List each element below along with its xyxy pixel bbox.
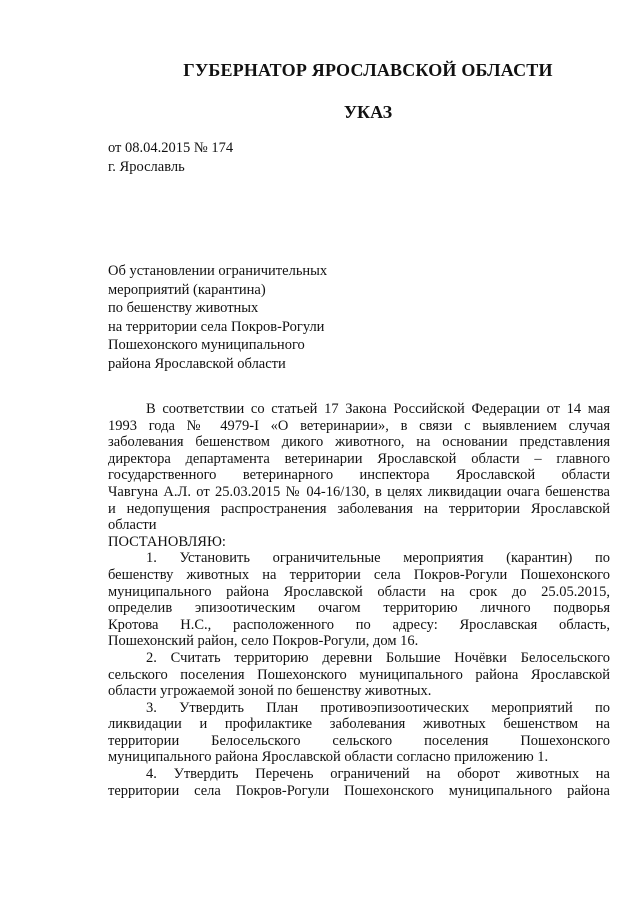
preamble-line: заболевания бешенством дикого животного, на основании представления [108, 434, 610, 451]
item-line: сельского поселения Пошехонского муниципального района Ярославской [108, 666, 610, 683]
item-line: муниципального района Ярославской области на срок до 25.05.2015, [108, 583, 610, 600]
date-and-number: от 08.04.2015 № 174 [108, 140, 234, 156]
document-subject [108, 262, 327, 373]
subject-line: Пошехонского муниципального [108, 337, 305, 353]
decree-operative-word: ПОСТАНОВЛЯЮ: [108, 533, 226, 550]
item-line: бешенству животных на территории села Покров-Рогули Пошехонского [108, 566, 610, 583]
document-body [108, 401, 610, 799]
item-line: ликвидации и профилактике заболевания животных бешенством на [108, 716, 610, 733]
item-line: территории села Покров-Рогули Пошехонского муниципального района [108, 782, 610, 799]
subject-line: мероприятий (карантина) [108, 281, 266, 298]
item-line: территории Белосельского сельского поселения Пошехонского [108, 732, 610, 749]
subject-line: района Ярославской области [108, 355, 286, 372]
item-line: определив эпизоотическим очагом территорию личного подворья [108, 600, 610, 617]
preamble-line: В соответствии со статьей 17 Закона Российской Федерации от 14 мая [146, 401, 610, 417]
item-line: области угрожаемой зоной по бешенству животных. [108, 683, 432, 700]
subject-line: на территории села Покров-Рогули [108, 318, 325, 335]
item-line: муниципального района Ярославской области согласно приложению 1. [108, 749, 549, 766]
preamble-line: Чавгуна А.Л. от 25.03.2015 № 04-16/130, в целях ликвидации очага бешенства [108, 483, 610, 500]
decree-item-4 [108, 766, 610, 799]
decree-item-1 [108, 550, 610, 650]
item-line: Кротова Н.С., расположенного по адресу: Ярославская область, [108, 616, 610, 633]
decree-item-3 [108, 700, 610, 766]
item-line: 2. Считать территорию деревни Большие Ночёвки Белосельского [146, 649, 610, 666]
city-of-issue: г. Ярославль [108, 159, 185, 175]
issuing-authority-heading: ГУБЕРНАТОР ЯРОСЛАВСКОЙ ОБЛАСТИ [183, 60, 553, 80]
subject-line: по бешенству животных [108, 300, 259, 316]
item-line: 3. Утвердить План противоэпизоотических мероприятий по [146, 699, 610, 716]
document-meta [108, 139, 233, 177]
preamble-line: директора департамента ветеринарии Ярославской области – главного [108, 450, 610, 467]
decree-item-2 [108, 650, 610, 700]
preamble-line: области [108, 517, 157, 534]
preamble-line: и недопущения распространения заболевания на территории Ярославской [108, 500, 610, 517]
item-line: Пошехонский район, село Покров-Рогули, дом 16. [108, 633, 419, 650]
preamble-paragraph [108, 401, 610, 534]
preamble-line: государственного ветеринарного инспектора Ярославской области [108, 467, 610, 484]
item-line: 1. Установить ограничительные мероприятия (карантин) по [146, 550, 610, 567]
item-line: 4. Утвердить Перечень ограничений на оборот животных на [146, 766, 610, 783]
document-type-heading: УКАЗ [343, 102, 393, 122]
subject-line: Об установлении ограничительных [108, 263, 328, 279]
preamble-line: 1993 года № 4979-I «О ветеринарии», в связи с выявлением случая [108, 417, 610, 434]
